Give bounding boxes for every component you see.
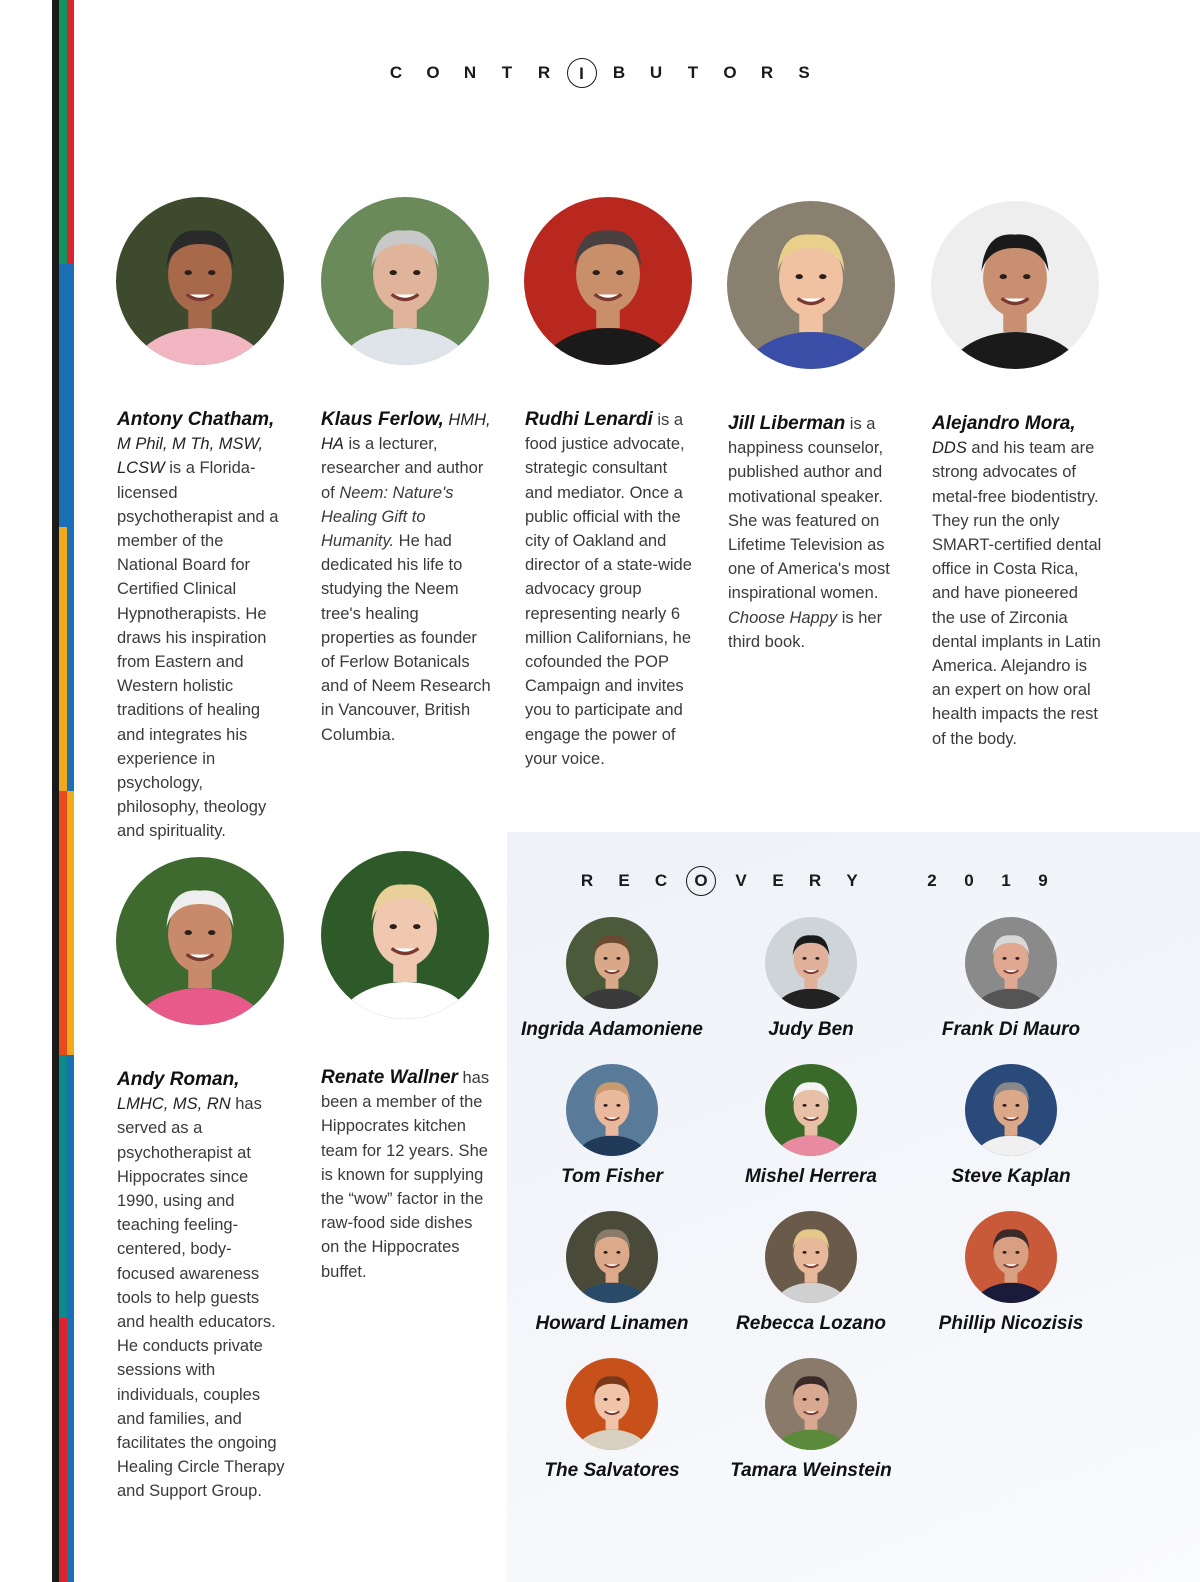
title-letter: R [537,63,551,82]
title-letter: 9 [1038,871,1048,890]
title-letter: R [760,63,774,82]
color-stripe [67,0,74,1582]
contributor-bio [525,408,695,771]
contributor-photo [116,857,284,1025]
recovery-person [512,1358,712,1482]
contributor-name: Jill Liberman [728,413,846,434]
recovery-person [711,1211,911,1335]
contributor-credentials: M Phil, M Th, MSW, LCSW [117,435,264,478]
contributor-description: He had dedicated his life to studying the Neem tree's healing properties as founder of Ferlow Botanicals and of Neem Research in Vancouver, British Columbia. [321,532,491,744]
recovery-person-name: Judy Ben [768,1019,854,1040]
contributor-name: Alejandro Mora, [932,413,1076,434]
contributor-description: is her third book. [728,608,883,651]
contributor-bio [321,1066,493,1284]
recovery-person [711,1064,911,1188]
contributor-name: Rudhi Lenardi [525,409,653,430]
recovery-person [711,917,911,1041]
title-letter: 2 [927,871,937,890]
contributor-credentials: DDS [932,439,967,458]
recovery-person-name: The Salvatores [544,1460,680,1481]
title-letter: I [567,58,597,88]
recovery-person-name: Mishel Herrera [744,1166,877,1187]
recovery-person-photo [965,1064,1057,1156]
recovery-person [911,917,1111,1041]
recovery-person-photo [965,1211,1057,1303]
recovery-person [512,1064,712,1188]
contributor-description: has served as a psychotherapist at Hippocrates since 1990, using and teaching feeling-centered, body-focused awareness tools to help guests and health educators. He conducts private sessions with individuals, couples and families, and facilitates the ongoing Healing Circle Therapy and Support Group. [117,1095,285,1501]
title-letter: E [618,871,630,890]
recovery-person [911,1211,1111,1335]
contributor-photo [116,197,284,365]
contributor-photo [524,197,692,365]
title-letter: C [389,63,403,82]
contributor-description: and his team are strong advocates of metal-free biodentistry. They run the only SMART-certified dental office in Costa Rica, and have pioneered the use of Zirconia dental implants in Latin America. Alejandro is an expert on how oral health impacts the rest of the body. [932,439,1102,748]
title-letter: O [426,63,440,82]
title-letter: O [686,866,716,896]
title-letter: T [501,63,513,82]
contributor-photo [727,201,895,369]
contributor-description: has been a member of the Hippocrates kitchen team for 12 years. She is known for supplying the “wow” factor in the raw-food side dishes on the Hippocrates buffet. [321,1069,490,1281]
title-letter: R [808,871,822,890]
contributor-name: Klaus Ferlow, [321,409,444,430]
recovery-person [911,1064,1111,1188]
contributor-description: is a food justice advocate, strategic consultant and mediator. Once a public official with the city of Oakland and director of a state-wide advocacy group representing nearly 6 million Californians, he cofounded the POP Campaign and invites you to participate and engage the power of your voice. [525,411,692,768]
recovery-person-name: Frank Di Mauro [941,1019,1081,1040]
recovery-person-name: Steve Kaplan [951,1166,1071,1187]
title-letter: Y [846,871,858,890]
title-letter: T [687,63,699,82]
recovery-person-photo [765,1358,857,1450]
contributor-name: Antony Chatham, [117,409,275,430]
contributor-description: is a Florida-licensed psychotherapist and a member of the National Board for Certified Clinical Hypnotherapists. He draws his inspiration from Eastern and Western holistic traditions of healing and integrates his experience in psychology, philosophy, theology and spirituality. [117,459,279,841]
recovery-person [711,1358,911,1482]
recovery-person-photo [566,1064,658,1156]
color-stripe [59,0,66,1582]
title-letter: R [580,871,594,890]
title-letter: N [463,63,477,82]
contributor-description: is a lecturer, researcher and author of [321,435,484,502]
title-letter: 1 [1001,871,1011,890]
contributor-description: is a happiness counselor, published author and motivational speaker. She was featured on Lifetime Television as one of America's most inspirational women. [728,415,890,603]
contributor-credentials: HMH, HA [321,411,491,454]
recovery-person-photo [965,917,1057,1009]
recovery-person [512,1211,712,1335]
title-letter: O [723,63,737,82]
contributor-name: Renate Wallner [321,1067,458,1088]
title-letter: B [612,63,626,82]
book-title: Choose Happy [728,608,838,627]
contributor-bio [728,412,900,654]
title-letter: C [654,871,668,890]
contributor-photo [321,197,489,365]
recovery-person-name: Tamara Weinstein [730,1460,892,1481]
title-letter: V [735,871,747,890]
contributor-bio [932,412,1104,751]
recovery-person [512,917,712,1041]
recovery-person-name: Tom Fisher [561,1166,663,1187]
contributor-credentials: LMHC, MS, RN [117,1095,231,1114]
color-stripe [52,0,59,1582]
title-letter: S [798,63,810,82]
recovery-person-photo [765,917,857,1009]
recovery-person-name: Rebecca Lozano [736,1313,886,1334]
left-color-stripes [52,0,74,1582]
book-title: Neem: Nature's Healing Gift to Humanity. [321,483,454,551]
recovery-person-photo [566,917,658,1009]
recovery-person-photo [566,1358,658,1450]
contributor-name: Andy Roman, [117,1069,240,1090]
contributor-bio [117,408,287,844]
recovery-person-name: Phillip Nicozisis [938,1313,1084,1334]
contributor-bio [321,408,491,747]
title-letter: 0 [964,871,974,890]
page-title-contributors [0,58,1200,88]
recovery-person-name: Howard Linamen [535,1313,689,1334]
recovery-person-photo [765,1064,857,1156]
contributor-photo [321,851,489,1019]
recovery-title [575,866,1055,896]
recovery-person-name: Ingrida Adamoniene [521,1019,703,1040]
title-letter: U [649,63,663,82]
recovery-person-photo [765,1211,857,1303]
recovery-person-photo [566,1211,658,1303]
contributor-bio [117,1068,289,1504]
contributor-photo [931,201,1099,369]
title-letter: E [772,871,784,890]
